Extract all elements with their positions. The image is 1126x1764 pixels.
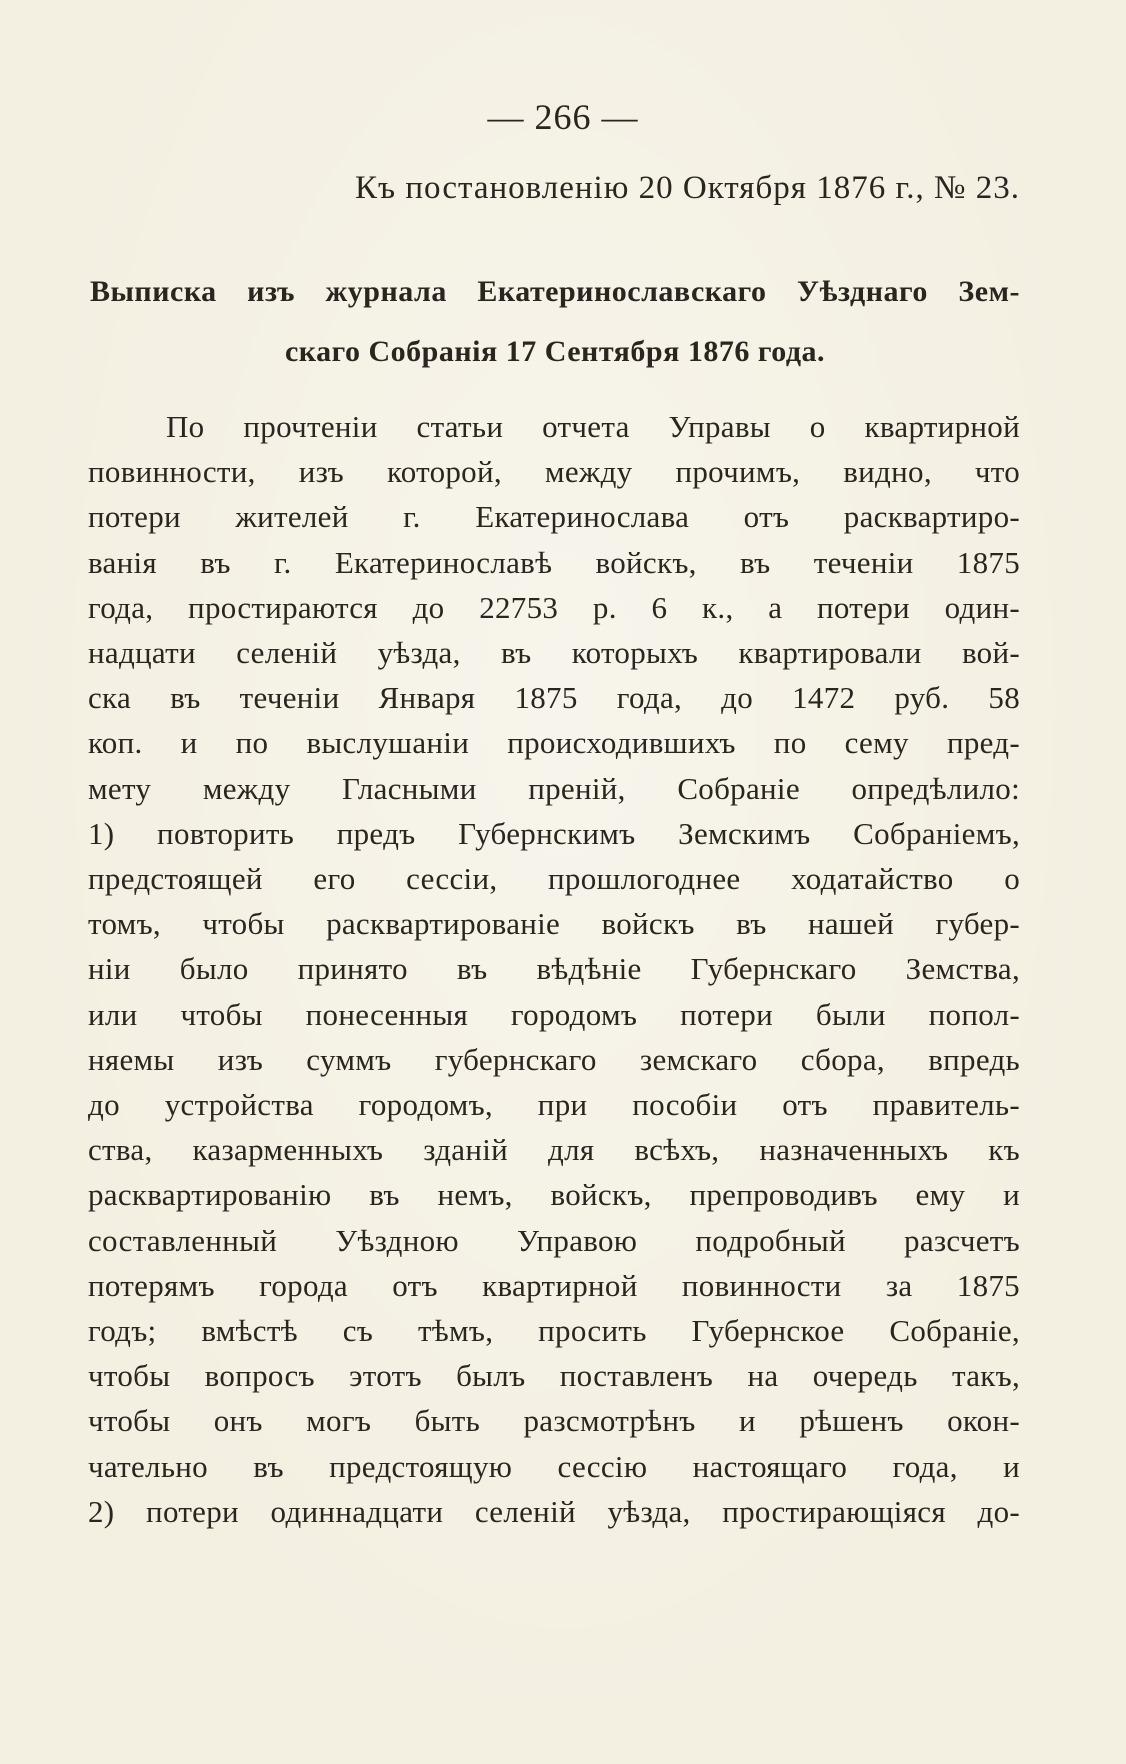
body-line: чательно въ предстоящую сессію настоящаго года, и xyxy=(88,1448,1020,1484)
body-line: ска въ теченіи Января 1875 года, до 1472 руб. 58 xyxy=(88,680,1020,716)
page-number: — 266 — xyxy=(487,97,639,137)
body-line: ванія въ г. Екатеринославѣ войскъ, въ теченіи 1875 xyxy=(88,544,1020,580)
body-paragraph xyxy=(88,404,1020,1534)
body-line: ства, казарменныхъ зданій для всѣхъ, назначенныхъ къ xyxy=(88,1132,1020,1168)
body-line: надцати селеній уѣзда, въ которыхъ квартировали вой- xyxy=(88,635,1020,671)
body-line: до устройства городомъ, при пособіи отъ правитель- xyxy=(88,1087,1020,1123)
body-line: мету между Гласными преній, Собраніе опредѣлило: xyxy=(88,770,1020,806)
document-heading xyxy=(90,262,1020,382)
body-line: повинности, изъ которой, между прочимъ, видно, что xyxy=(88,454,1020,490)
body-line: 2) потери одиннадцати селеній уѣзда, простирающіяся до- xyxy=(88,1493,1020,1529)
body-line: чтобы вопросъ этотъ былъ поставленъ на очередь такъ, xyxy=(88,1358,1020,1394)
heading-line: Выписка изъ журнала Екатеринославскаго Уѣзднаго Зем- xyxy=(90,275,1020,308)
body-line: 1) повторить предъ Губернскимъ Земскимъ Собраніемъ, xyxy=(88,815,1020,851)
body-line: чтобы онъ могъ быть разсмотрѣнъ и рѣшенъ окон- xyxy=(88,1403,1020,1439)
body-line: няемы изъ суммъ губернскаго земскаго сбора, впредь xyxy=(88,1041,1020,1077)
body-line: коп. и по выслушаніи происходившихъ по сему пред- xyxy=(88,725,1020,761)
body-line: ніи было принято въ вѣдѣніе Губернскаго Земства, xyxy=(88,951,1020,987)
body-line: расквартированію въ немъ, войскъ, препроводивъ ему и xyxy=(88,1177,1020,1213)
body-line: томъ, чтобы расквартированіе войскъ въ нашей губер- xyxy=(88,906,1020,942)
body-line: потери жителей г. Екатеринослава отъ расквартиро- xyxy=(88,499,1020,535)
body-line: потерямъ города отъ квартирной повинности за 1875 xyxy=(88,1267,1020,1303)
heading-line: скаго Собранія 17 Сентября 1876 года. xyxy=(284,335,826,368)
body-line: предстоящей его сессіи, прошлогоднее ходатайство о xyxy=(88,861,1020,897)
body-line: года, простираются до 22753 р. 6 к., а потери один- xyxy=(88,589,1020,625)
body-line: составленный Уѣздною Управою подробный разсчетъ xyxy=(88,1222,1020,1258)
body-line: или чтобы понесенныя городомъ потери были попол- xyxy=(88,996,1020,1032)
body-line: По прочтеніи статьи отчета Управы о квартирной xyxy=(166,409,1020,444)
decree-reference: Къ постановленію 20 Октября 1876 г., № 23. xyxy=(355,170,1020,206)
body-line: годъ; вмѣстѣ съ тѣмъ, просить Губернское Собраніе, xyxy=(88,1313,1020,1349)
